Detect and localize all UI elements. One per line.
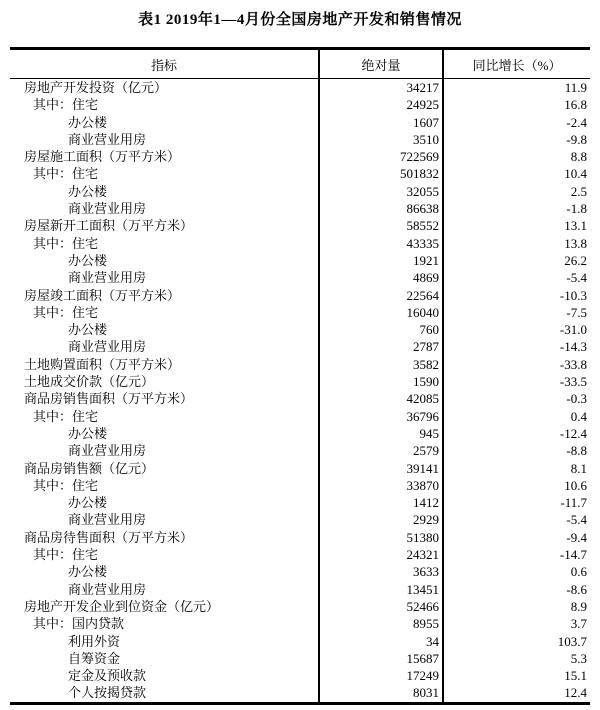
absolute-value-cell: 34 (319, 633, 443, 650)
indicator-cell: 商业营业用房 (68, 581, 147, 597)
growth-value-cell: 103.7 (443, 633, 590, 650)
growth-value-cell: 12.4 (443, 684, 590, 703)
table-row (10, 321, 590, 338)
table-header (10, 49, 590, 79)
table-row (10, 529, 590, 546)
growth-value-cell: 8.1 (443, 460, 590, 477)
growth-value-cell: 10.4 (443, 165, 590, 182)
growth-value-cell: -2.4 (443, 114, 590, 131)
absolute-value-cell: 2579 (319, 442, 443, 459)
indicator-cell: 办公楼 (68, 252, 108, 268)
growth-value-cell: -11.7 (443, 494, 590, 511)
indicator-cell: 办公楼 (68, 425, 108, 441)
absolute-value-cell: 8031 (319, 684, 443, 703)
growth-value-cell: 13.1 (443, 217, 590, 234)
indicator-cell: 办公楼 (68, 564, 108, 580)
growth-value-cell: -7.5 (443, 304, 590, 321)
absolute-value-cell: 1412 (319, 494, 443, 511)
table-row (10, 338, 590, 355)
table-row (10, 633, 590, 650)
table-row (10, 477, 590, 494)
growth-value-cell: -12.4 (443, 425, 590, 442)
absolute-value-cell: 33870 (319, 477, 443, 494)
growth-value-cell: -10.3 (443, 287, 590, 304)
indicator-cell: 商业营业用房 (68, 512, 147, 528)
growth-value-cell: 5.3 (443, 650, 590, 667)
indicator-cell: 其中：住宅 (33, 408, 99, 424)
growth-value-cell: 13.8 (443, 235, 590, 252)
table-row (10, 304, 590, 321)
indicator-cell: 房地产开发投资（亿元） (24, 80, 168, 95)
absolute-value-cell: 1607 (319, 114, 443, 131)
absolute-value-cell: 24321 (319, 546, 443, 563)
indicator-cell: 商业营业用房 (68, 201, 147, 217)
indicator-cell: 其中：国内贷款 (33, 616, 125, 632)
absolute-value-cell: 2929 (319, 511, 443, 528)
indicator-cell: 土地成交价款（亿元） (24, 374, 155, 390)
growth-value-cell: -8.6 (443, 581, 590, 598)
absolute-value-cell: 3633 (319, 563, 443, 580)
table-row (10, 287, 590, 304)
indicator-cell: 其中：住宅 (33, 547, 99, 563)
growth-value-cell: 3.7 (443, 615, 590, 632)
indicator-cell: 商品房销售面积（万平方米） (24, 391, 194, 407)
column-header-absolute: 绝对量 (319, 49, 443, 79)
absolute-value-cell: 13451 (319, 581, 443, 598)
absolute-value-cell: 42085 (319, 390, 443, 407)
table-row (10, 252, 590, 269)
indicator-cell: 房屋新开工面积（万平方米） (24, 218, 194, 234)
table-row (10, 408, 590, 425)
absolute-value-cell: 722569 (319, 148, 443, 165)
indicator-cell: 商业营业用房 (68, 270, 147, 286)
table-body (10, 79, 590, 704)
table-row (10, 494, 590, 511)
table-row (10, 650, 590, 667)
absolute-value-cell: 4869 (319, 269, 443, 286)
table-row (10, 581, 590, 598)
indicator-cell: 办公楼 (68, 495, 108, 511)
table-row (10, 148, 590, 165)
table-row (10, 667, 590, 684)
growth-value-cell: 11.9 (443, 79, 590, 97)
table-row (10, 425, 590, 442)
growth-value-cell: 10.6 (443, 477, 590, 494)
indicator-cell: 利用外资 (68, 633, 121, 649)
table-row (10, 442, 590, 459)
growth-value-cell: 0.6 (443, 563, 590, 580)
table-row (10, 356, 590, 373)
indicator-cell: 其中：住宅 (33, 304, 99, 320)
growth-value-cell: -9.8 (443, 131, 590, 148)
table-row (10, 165, 590, 182)
absolute-value-cell: 2787 (319, 338, 443, 355)
growth-value-cell: 26.2 (443, 252, 590, 269)
indicator-cell: 办公楼 (68, 183, 108, 199)
table-row (10, 373, 590, 390)
absolute-value-cell: 1921 (319, 252, 443, 269)
growth-value-cell: -9.4 (443, 529, 590, 546)
table-row (10, 79, 590, 97)
growth-value-cell: -0.3 (443, 390, 590, 407)
table-row (10, 460, 590, 477)
growth-value-cell: -5.4 (443, 269, 590, 286)
table-row (10, 390, 590, 407)
indicator-cell: 商业营业用房 (68, 443, 147, 459)
page-title: 表1 2019年1—4月份全国房地产开发和销售情况 (138, 12, 462, 28)
absolute-value-cell: 8955 (319, 615, 443, 632)
growth-value-cell: -14.7 (443, 546, 590, 563)
absolute-value-cell: 16040 (319, 304, 443, 321)
table-row (10, 183, 590, 200)
table-row (10, 684, 590, 703)
absolute-value-cell: 760 (319, 321, 443, 338)
indicator-cell: 房地产开发企业到位资金（亿元） (24, 598, 220, 614)
absolute-value-cell: 3582 (319, 356, 443, 373)
absolute-value-cell: 58552 (319, 217, 443, 234)
absolute-value-cell: 51380 (319, 529, 443, 546)
indicator-cell: 其中：住宅 (33, 97, 99, 113)
absolute-value-cell: 17249 (319, 667, 443, 684)
statistics-table (10, 47, 590, 705)
absolute-value-cell: 39141 (319, 460, 443, 477)
growth-value-cell: 2.5 (443, 183, 590, 200)
table-row (10, 269, 590, 286)
table-row (10, 615, 590, 632)
absolute-value-cell: 43335 (319, 235, 443, 252)
growth-value-cell: 8.9 (443, 598, 590, 615)
indicator-cell: 其中：住宅 (33, 235, 99, 251)
absolute-value-cell: 3510 (319, 131, 443, 148)
table-row (10, 235, 590, 252)
growth-value-cell: 16.8 (443, 96, 590, 113)
table-row (10, 131, 590, 148)
indicator-cell: 其中：住宅 (33, 477, 99, 493)
table-row (10, 546, 590, 563)
indicator-cell: 土地购置面积（万平方米） (24, 356, 181, 372)
growth-value-cell: -31.0 (443, 321, 590, 338)
growth-value-cell: -14.3 (443, 338, 590, 355)
indicator-cell: 自筹资金 (68, 650, 121, 666)
indicator-cell: 个人按揭贷款 (68, 685, 147, 701)
absolute-value-cell: 945 (319, 425, 443, 442)
growth-value-cell: -33.8 (443, 356, 590, 373)
indicator-cell: 商品房待售面积（万平方米） (24, 529, 194, 545)
indicator-cell: 办公楼 (68, 114, 108, 130)
indicator-cell: 商业营业用房 (68, 131, 147, 147)
growth-value-cell: 0.4 (443, 408, 590, 425)
indicator-cell: 房屋施工面积（万平方米） (24, 149, 181, 165)
indicator-cell: 房屋竣工面积（万平方米） (24, 287, 181, 303)
table-row (10, 563, 590, 580)
table-row (10, 200, 590, 217)
header-row (10, 49, 590, 79)
column-header-indicator: 指标 (10, 49, 319, 79)
table-row (10, 114, 590, 131)
absolute-value-cell: 52466 (319, 598, 443, 615)
absolute-value-cell: 501832 (319, 165, 443, 182)
growth-value-cell: 8.8 (443, 148, 590, 165)
table-row (10, 511, 590, 528)
growth-value-cell: -33.5 (443, 373, 590, 390)
absolute-value-cell: 24925 (319, 96, 443, 113)
growth-value-cell: -8.8 (443, 442, 590, 459)
absolute-value-cell: 1590 (319, 373, 443, 390)
indicator-cell: 商业营业用房 (68, 339, 147, 355)
indicator-cell: 其中：住宅 (33, 166, 99, 182)
absolute-value-cell: 86638 (319, 200, 443, 217)
growth-value-cell: 15.1 (443, 667, 590, 684)
absolute-value-cell: 34217 (319, 79, 443, 97)
growth-value-cell: -1.8 (443, 200, 590, 217)
indicator-cell: 定金及预收款 (68, 668, 147, 684)
absolute-value-cell: 22564 (319, 287, 443, 304)
indicator-cell: 商品房销售额（亿元） (24, 460, 155, 476)
absolute-value-cell: 32055 (319, 183, 443, 200)
growth-value-cell: -5.4 (443, 511, 590, 528)
column-header-growth: 同比增长（%） (443, 49, 590, 79)
absolute-value-cell: 36796 (319, 408, 443, 425)
table-row (10, 598, 590, 615)
table-row (10, 96, 590, 113)
absolute-value-cell: 15687 (319, 650, 443, 667)
indicator-cell: 办公楼 (68, 322, 108, 338)
table-row (10, 217, 590, 234)
